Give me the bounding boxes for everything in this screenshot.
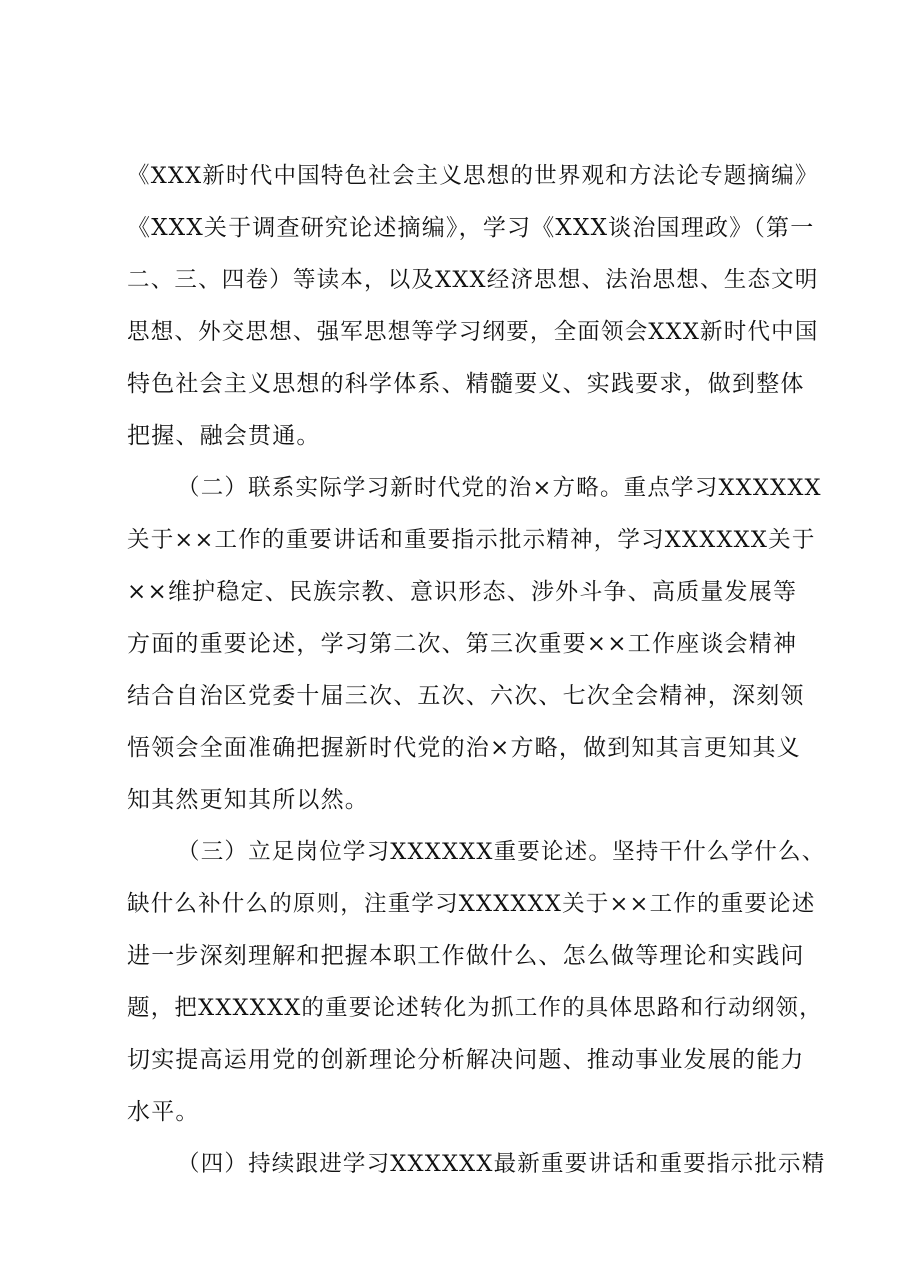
text-line: 进一步深刻理解和把握本职工作做什么、怎么做等理论和实践问: [127, 943, 805, 969]
text-line: 思想、外交思想、强军思想等学习纲要，全面领会XXX新时代中国: [127, 319, 819, 345]
paragraph-first-line: （二）联系实际学习新时代党的治×方略。重点学习XXXXXX: [177, 475, 822, 501]
text-line: ××维护稳定、民族宗教、意识形态、涉外斗争、高质量发展等: [127, 579, 798, 605]
text-line: 悟领会全面准确把握新时代党的治×方略，做到知其言更知其义: [127, 735, 801, 761]
text-line: 题，把XXXXXX的重要论述转化为抓工作的具体思路和行动纲领，: [127, 995, 823, 1021]
text-line: 关于××工作的重要讲话和重要指示批示精神，学习XXXXXX关于: [127, 527, 816, 553]
paragraph-first-line: （四）持续跟进学习XXXXXX最新重要讲话和重要指示批示精: [177, 1151, 826, 1177]
paragraph-first-line: （三）立足岗位学习XXXXXX重要论述。坚持干什么学什么、: [177, 839, 826, 865]
text-line: 知其然更知其所以然。: [127, 787, 369, 813]
text-line: 特色社会主义思想的科学体系、精髓要义、实践要求，做到整体: [127, 371, 805, 397]
text-line: 把握、融会贯通。: [127, 423, 321, 449]
text-line: 方面的重要论述，学习第二次、第三次重要××工作座谈会精神: [127, 631, 798, 657]
text-line: 水平。: [127, 1099, 200, 1125]
text-line: 结合自治区党委十届三次、五次、六次、七次全会精神，深刻领: [127, 683, 805, 709]
body-text: [127, 160, 827, 1200]
text-line: 《XXX新时代中国特色社会主义思想的世界观和方法论专题摘编》: [127, 163, 819, 189]
text-line: 缺什么补什么的原则，注重学习XXXXXX关于××工作的重要论述: [127, 891, 816, 917]
text-line: 二、三、四卷）等读本，以及XXX经济思想、法治思想、生态文明: [127, 267, 819, 293]
text-line: 切实提高运用党的创新理论分析解决问题、推动事业发展的能力: [127, 1047, 805, 1073]
text-line: 《XXX关于调查研究论述摘编》，学习《XXX谈治国理政》（第一: [127, 215, 815, 241]
